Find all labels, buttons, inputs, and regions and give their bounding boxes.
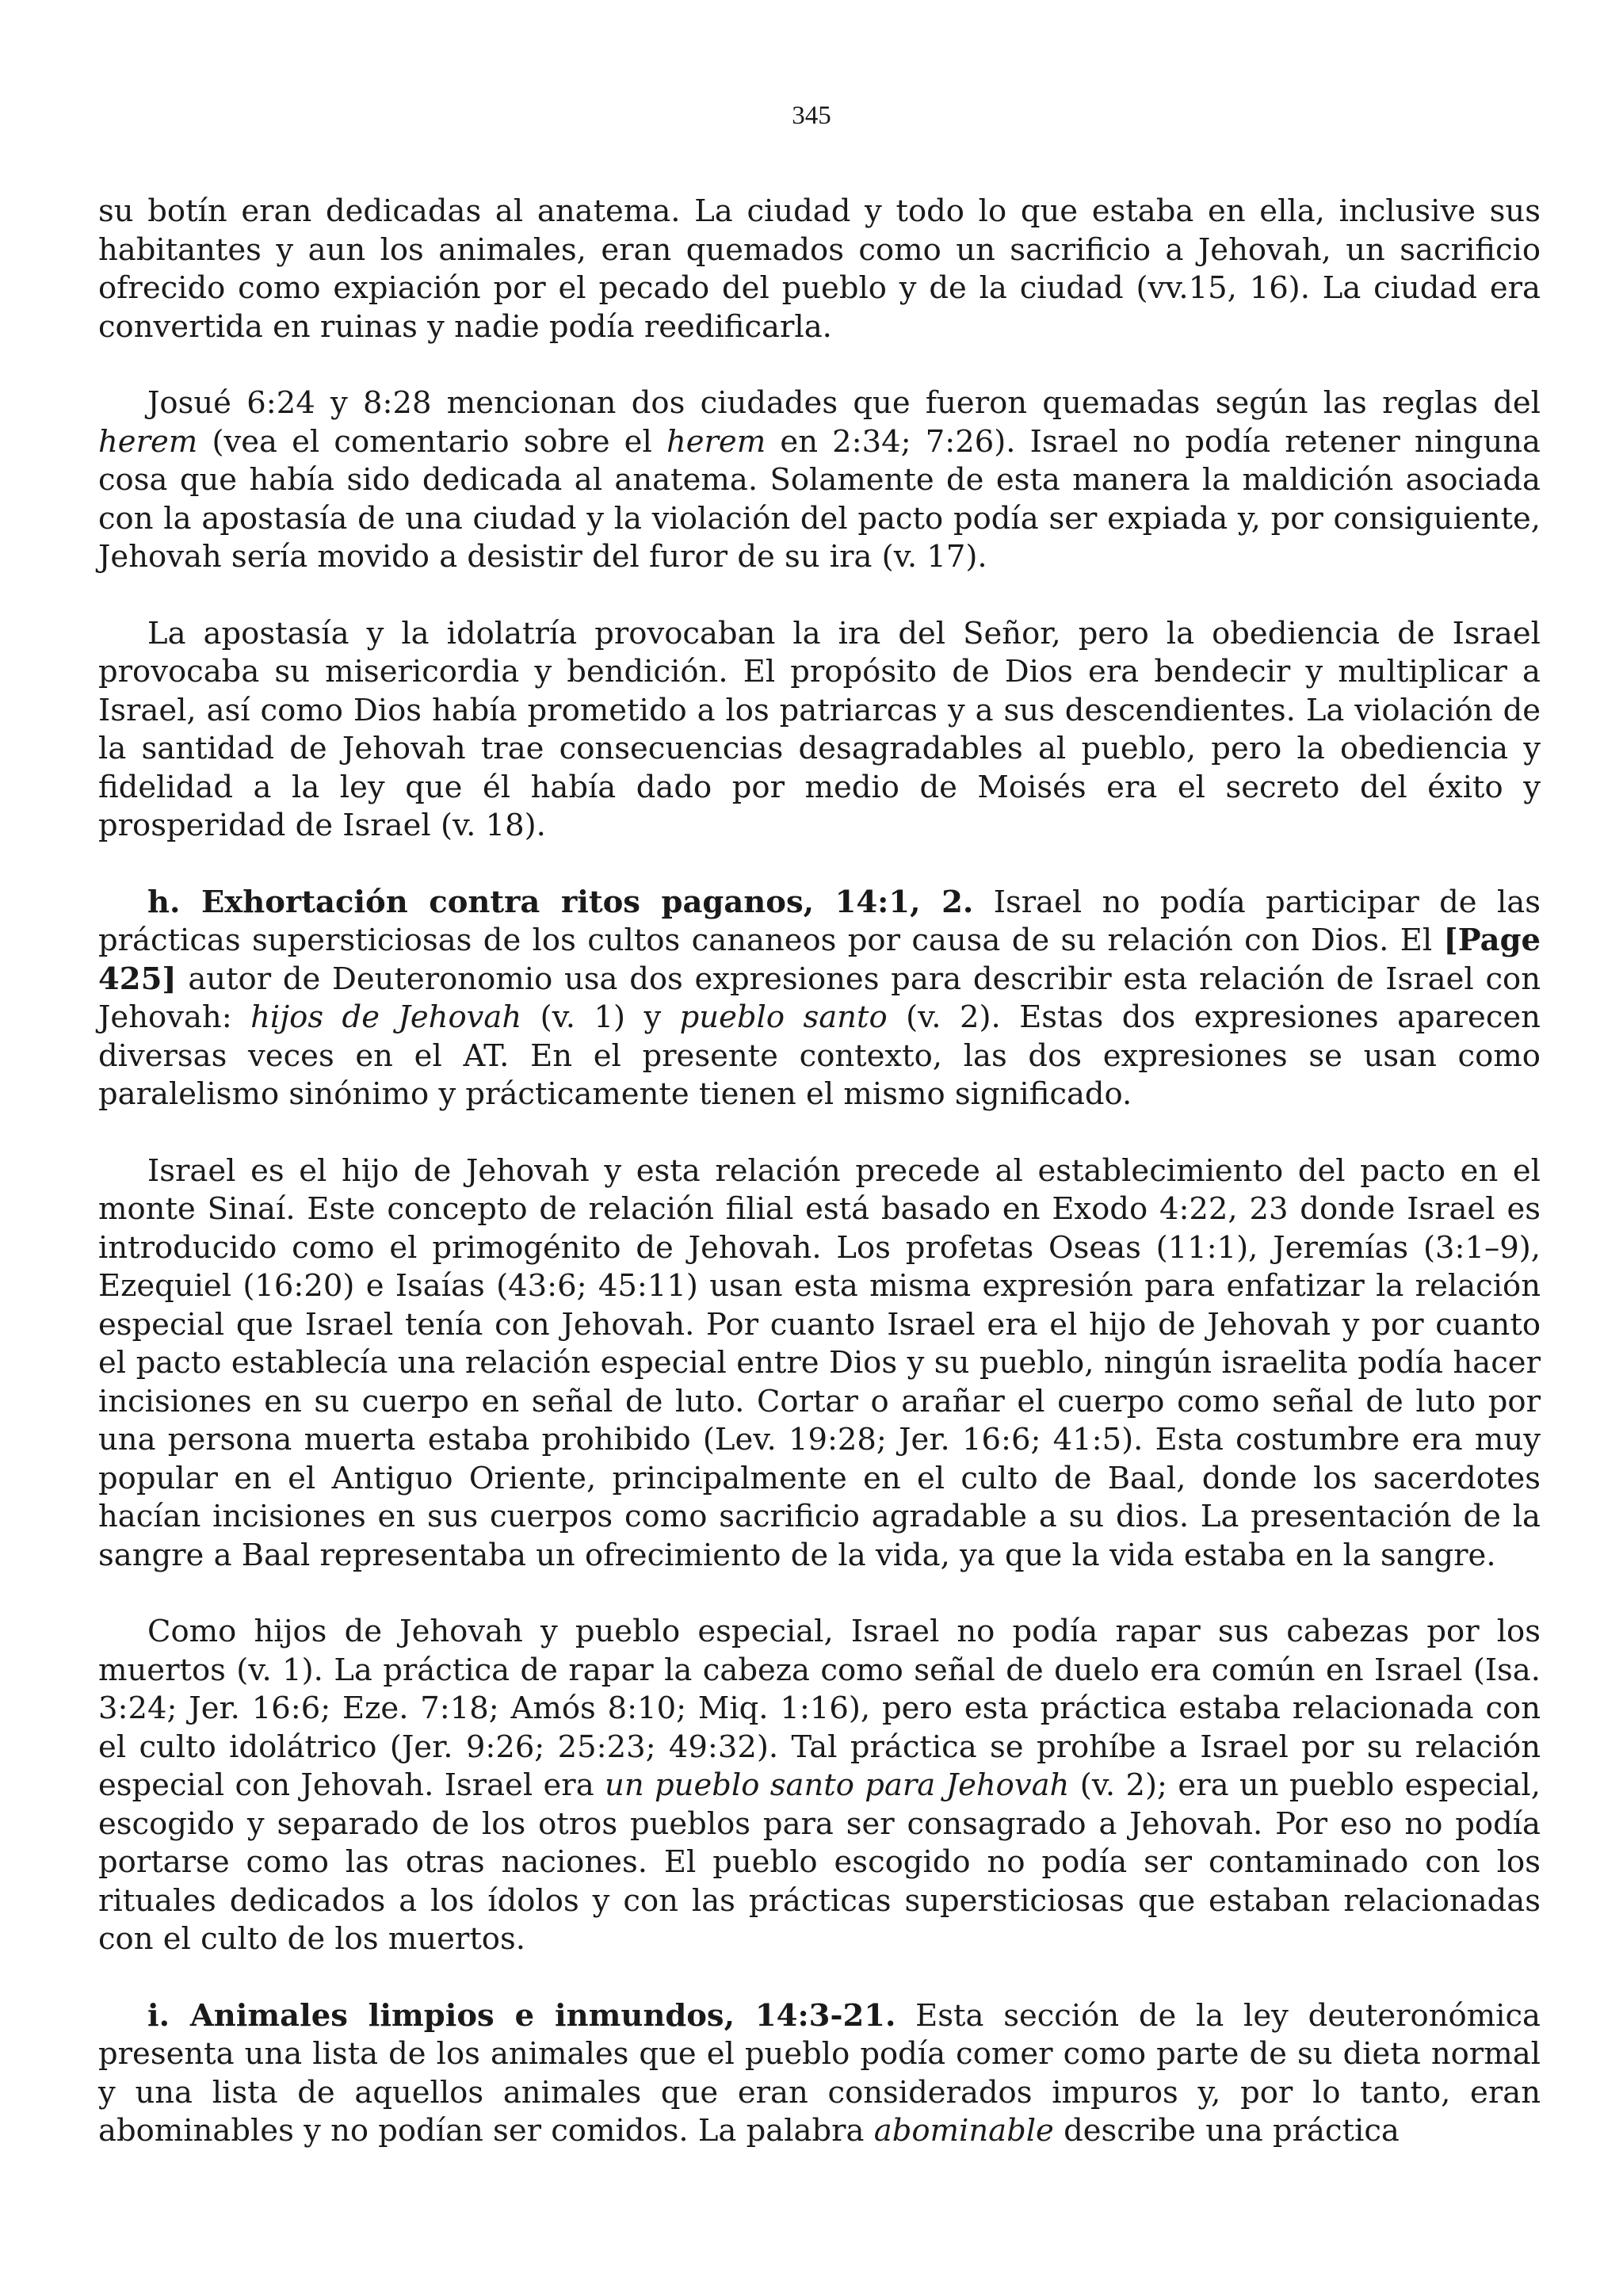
paragraph-text: autor de Deuteronomio usa dos expresiones para describir esta relación de Israel con Jehovah: bbox=[98, 961, 1541, 1035]
section-heading: i. Animales limpios e inmundos, 14:3-21. bbox=[147, 1997, 896, 2034]
paragraph-text: describe una práctica bbox=[1053, 2113, 1400, 2149]
paragraph-text: Israel es el hijo de Jehovah y esta relación precede al establecimiento del pacto en el monte Sinaí. Este concepto de relación filial está basado en Exodo 4:22, 23 donde Israel es introducido como el primogénito de Jehovah. Los profetas Oseas (11:1), Jeremías (3:1–9), Ezequiel (16:20) e Isaías (43:6; 45:11) usan esta misma expresión para enfatizar la relación especial que Israel tenía con Jehovah. Por cuanto Israel era el hijo de Jehovah y por cuanto el pacto establecía una relación especial entre Dios y su pueblo, ningún israelita podía hacer incisiones en su cuerpo en señal de luto. Cortar o arañar el cuerpo como señal de luto por una persona muerta estaba prohibido (Lev. 19:28; Jer. 16:6; 41:5). Esta costumbre era muy popular en el Antiguo Oriente, principalmente en el culto de Baal, donde los sacerdotes hacían incisiones en sus cuerpos como sacrificio agradable a su dios. La presentación de la sangre a Baal representaba un ofrecimiento de la vida, ya que la vida estaba en la sangre. bbox=[98, 1152, 1541, 1573]
page-number: 345 bbox=[792, 101, 831, 130]
paragraph-text: (v. 2); era un pueblo especial, escogido y separado de los otros pueblos para ser consagrado a Jehovah. Por eso no podía portarse como las otras naciones. El pueblo escogido no podía ser contaminado con los rituales dedicados a los ídolos y con las prácticas supersticiosas que estaban relacionadas con el culto de los muertos. bbox=[98, 1767, 1541, 1957]
paragraph-text: Israel no podía participar de las prácticas supersticiosas de los cultos cananeos por causa de su relación con Dios. El bbox=[98, 884, 1541, 958]
paragraph-5 bbox=[98, 1152, 1541, 1576]
paragraph-text: La apostasía y la idolatría provocaban la ira del Señor, pero la obediencia de Israel provocaba su misericordia y bendición. El propósito de Dios era bendecir y multiplicar a Israel, así como Dios había prometido a los patriarcas y a sus descendientes. La violación de la santidad de Jehovah trae consecuencias desagradables al pueblo, pero la obediencia y fidelidad a la ley que él había dado por medio de Moisés era el secreto del éxito y prosperidad de Israel (v. 18). bbox=[98, 615, 1541, 843]
section-h-paragraph bbox=[98, 884, 1541, 1114]
italic-term: herem bbox=[98, 423, 198, 460]
italic-term: hijos de Jehovah bbox=[250, 999, 522, 1035]
paragraph-text: (vea el comentario sobre el bbox=[197, 423, 666, 460]
paragraph-3 bbox=[98, 615, 1541, 846]
italic-term: un pueblo santo para Jehovah bbox=[605, 1767, 1070, 1803]
paragraph-1 bbox=[98, 193, 1541, 346]
paragraph-text: en 2:34; 7:26). Israel no podía retener ninguna cosa que había sido dedicada al anatema. Solamente de esta manera la maldición asociada con la apostasía de una ciudad y la violación del pacto podía ser expiada y, por consiguiente, Jehovah sería movido a desistir del furor de su ira (v. 17). bbox=[98, 423, 1541, 575]
page-body bbox=[98, 94, 1541, 2151]
section-heading: h. Exhortación contra ritos paganos, 14:1, 2. bbox=[147, 884, 974, 920]
italic-term: pueblo santo bbox=[679, 999, 888, 1035]
paragraph-text: su botín eran dedicadas al anatema. La ciudad y todo lo que estaba en ella, inclusive sus habitantes y aun los animales, eran quemados como un sacrificio a Jehovah, un sacrificio ofrecido como expiación por el pecado del pueblo y de la ciudad (vv.15, 16). La ciudad era convertida en ruinas y nadie podía reedificarla. bbox=[98, 193, 1541, 345]
italic-term: herem bbox=[666, 423, 766, 460]
paragraph-text: Josué 6:24 y 8:28 mencionan dos ciudades que fueron quemadas según las reglas del bbox=[147, 385, 1541, 421]
page-reference: [Page 425] bbox=[98, 923, 1541, 997]
paragraph-2 bbox=[98, 384, 1541, 577]
paragraph-text: Como hijos de Jehovah y pueblo especial, Israel no podía rapar sus cabezas por los muertos (v. 1). La práctica de rapar la cabeza como señal de duelo era común en Israel (Isa. 3:24; Jer. 16:6; Eze. 7:18; Amós 8:10; Miq. 1:16), pero esta práctica estaba relacionada con el culto idolátrico (Jer. 9:26; 25:23; 49:32). Tal práctica se prohíbe a Israel por su relación especial con Jehovah. Israel era bbox=[98, 1614, 1541, 1803]
section-i-paragraph bbox=[98, 1997, 1541, 2151]
paragraph-text: (v. 2). Estas dos expresiones aparecen diversas veces en el AT. En el presente contexto, las dos expresiones se usan como paralelismo sinónimo y prácticamente tienen el mismo significado. bbox=[98, 999, 1541, 1112]
paragraph-6 bbox=[98, 1613, 1541, 1959]
paragraph-text: (v. 1) y bbox=[521, 999, 680, 1035]
italic-term: abominable bbox=[873, 2113, 1054, 2149]
paragraph-text: Esta sección de la ley deuteronómica presenta una lista de los animales que el pueblo podía comer como parte de su dieta normal y una lista de aquellos animales que eran considerados impuros y, por lo tanto, eran abominables y no podían ser comidos. La palabra bbox=[98, 1997, 1541, 2149]
